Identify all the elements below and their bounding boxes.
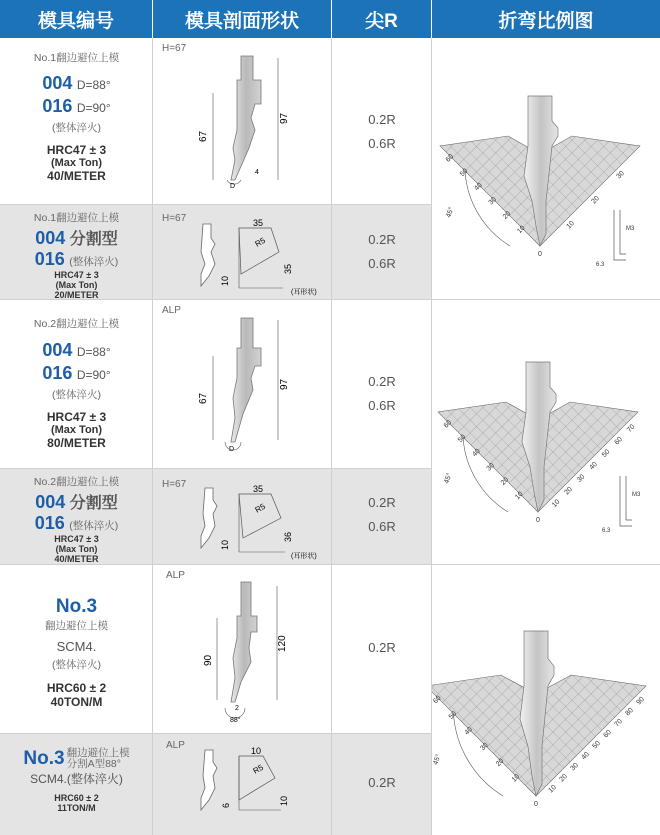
angle-value: D=90° — [76, 101, 111, 115]
dimension-height: 10 — [220, 539, 230, 550]
load-rating: 20/METER — [54, 290, 99, 300]
dimension-height: 97 — [279, 378, 290, 390]
scale-tick-label: 10 — [516, 224, 527, 236]
model-info-1 — [0, 50, 153, 183]
angle-label: 88° — [230, 717, 241, 724]
height-label: H=67 — [162, 479, 187, 490]
scale-tick-label: 10 — [547, 783, 558, 795]
angle-label: 45° — [432, 753, 443, 766]
dimension-height: 36 — [283, 531, 293, 542]
die-profile-3 — [198, 318, 290, 453]
model-name: No.2翻边避位上模 — [33, 476, 120, 488]
hardening-note: (整体淬火) — [69, 520, 119, 532]
model-name: No.1翻边避位上模 — [33, 212, 120, 224]
scale-tick-label: 20 — [558, 772, 569, 784]
dimension-height: 67 — [198, 392, 209, 404]
load-rating: 40/METER — [54, 554, 99, 564]
hardening-note: (整体淬火) — [52, 122, 101, 134]
dimension-label: M3 — [632, 492, 641, 498]
angle-label: 45° — [443, 472, 454, 485]
dimension-height: 6 — [221, 802, 231, 808]
model-code: 004 — [35, 492, 66, 512]
height-label: H=67 — [162, 213, 187, 224]
load-rating: 40/METER — [47, 169, 106, 183]
scale-tick-label: 20 — [501, 210, 513, 221]
dimension-label: 6.3 — [596, 262, 605, 268]
origin-label: 0 — [536, 517, 540, 524]
dimension-height: 120 — [277, 635, 288, 652]
model-code: No.3 — [55, 596, 98, 617]
scale-tick-label: 30 — [575, 473, 587, 484]
model-subtype: 分割A型88° — [66, 758, 121, 770]
dimension-height: 97 — [279, 112, 290, 124]
tip-radius-3: 0.2R 0.6R — [368, 374, 396, 413]
tip-radius-5: 0.2R — [368, 640, 396, 655]
model-info-6 — [0, 748, 153, 813]
grid-line — [331, 38, 332, 835]
bend-diagram-1 — [440, 96, 640, 268]
angle-value: D=88° — [76, 345, 111, 359]
scale-tick-label: 30 — [615, 169, 626, 181]
header-model-number: 模具编号 — [0, 0, 152, 38]
die-profile-4 — [201, 484, 317, 560]
load-rating: 11TON/M — [57, 803, 96, 813]
dimension-height: 35 — [283, 263, 293, 274]
scale-tick-label: 20 — [495, 757, 506, 768]
model-info-2 — [0, 210, 153, 300]
height-label: H=67 — [162, 43, 187, 54]
flange-detail — [614, 210, 626, 260]
bend-diagram-2 — [438, 362, 641, 534]
dimension-width: 35 — [253, 484, 264, 494]
scale-tick-label: 20 — [563, 485, 574, 497]
angle-label: 45° — [445, 206, 456, 219]
hardness: HRC47 ± 3 — [54, 534, 99, 544]
angle-label: D — [230, 183, 236, 190]
scale-tick-label: 80 — [624, 706, 635, 718]
model-code: 004 — [35, 228, 66, 248]
origin-label: 0 — [534, 801, 538, 808]
scale-tick-label: 10 — [550, 498, 562, 509]
tip-radius-6: 0.2R — [368, 775, 396, 790]
dimension-width: 2 — [235, 705, 239, 712]
scale-tick-label: 10 — [510, 773, 522, 784]
model-name: 翻边避位上模 — [66, 747, 130, 759]
scale-tick-label: 40 — [473, 181, 484, 193]
max-ton-label: (Max Ton) — [50, 157, 103, 169]
dimension-width: 4 — [255, 169, 259, 176]
angle-value: D=90° — [76, 368, 111, 382]
height-label: ALP — [166, 740, 185, 751]
bend-diagrams — [432, 38, 660, 835]
scale-tick-label: 40 — [588, 460, 599, 472]
scale-tick-label: 10 — [565, 219, 576, 231]
scale-tick-label: 50 — [591, 739, 602, 751]
max-ton-label: (Max Ton) — [50, 424, 103, 436]
model-info-5 — [0, 596, 153, 709]
scale-tick-label: 20 — [499, 476, 511, 487]
material: SCM4.(整体淬火) — [30, 772, 123, 786]
hardness: HRC60 ± 2 — [46, 681, 107, 695]
model-code: 016 — [42, 96, 73, 116]
scale-tick-label: 30 — [569, 761, 580, 773]
split-type: 分割型 — [69, 231, 118, 248]
hardness: HRC47 ± 3 — [54, 270, 99, 280]
flange-detail — [620, 476, 632, 526]
scale-tick-label: 50 — [457, 433, 468, 444]
material: SCM4. — [56, 639, 97, 654]
header-bend-diagram: 折弯比例图 — [432, 0, 660, 38]
scale-tick-label: 10 — [514, 490, 525, 502]
scale-tick-label: 50 — [447, 710, 459, 721]
die-profile-2 — [201, 218, 317, 296]
model-name: 翻边避位上模 — [45, 620, 108, 632]
die-profile-6 — [201, 746, 289, 810]
tip-radius-1: 0.2R 0.6R — [368, 112, 396, 151]
scale-tick-label: 20 — [590, 194, 601, 206]
die-profile-1 — [198, 56, 290, 190]
max-ton-label: (Max Ton) — [55, 280, 98, 290]
scale-tick-label: 40 — [463, 726, 475, 737]
model-name: No.1翻边避位上模 — [33, 52, 120, 64]
max-ton-label: (Max Ton) — [55, 544, 98, 554]
scale-tick-label: 50 — [459, 167, 470, 178]
header-tip-radius: 尖R — [332, 0, 431, 38]
scale-tick-label: 50 — [600, 448, 612, 459]
hardness: HRC47 ± 3 — [46, 410, 107, 424]
height-label: ALP — [166, 570, 185, 581]
scale-tick-label: 60 — [602, 728, 613, 740]
model-code: 016 — [42, 363, 73, 383]
radius-label: R5 — [253, 235, 267, 249]
dimension-height: 90 — [203, 654, 214, 666]
dimension-height: 10 — [220, 275, 230, 286]
profile-drawings — [153, 38, 331, 835]
model-name: No.2翻边避位上模 — [33, 318, 120, 330]
shape-note: (耳形状) — [291, 289, 317, 296]
hardening-note: (整体淬火) — [52, 389, 101, 401]
dimension-width: 10 — [251, 746, 262, 756]
tip-radius-4: 0.2R 0.6R — [368, 495, 396, 534]
tip-radius-2: 0.2R 0.6R — [368, 232, 396, 271]
scale-tick-label: 60 — [432, 694, 443, 706]
scale-tick-label: 60 — [444, 153, 456, 164]
model-code: 016 — [34, 249, 65, 269]
scale-tick-label: 60 — [442, 419, 454, 430]
angle-value: D=88° — [76, 78, 111, 92]
load-rating: 80/METER — [47, 436, 106, 450]
radius-label: R5 — [251, 762, 265, 776]
model-info-3 — [0, 316, 153, 450]
scale-tick-label: 30 — [485, 462, 497, 473]
hardness: HRC47 ± 3 — [46, 143, 107, 157]
dimension-label: M3 — [626, 226, 635, 232]
header-die-profile: 模具剖面形状 — [153, 0, 331, 38]
shape-note: (耳形状) — [291, 553, 317, 560]
scale-tick-label: 70 — [613, 717, 624, 729]
scale-tick-label: 70 — [625, 423, 637, 434]
hardening-note: (整体淬火) — [52, 659, 101, 671]
split-type: 分割型 — [69, 495, 118, 512]
origin-label: 0 — [538, 251, 542, 258]
scale-tick-label: 40 — [580, 750, 591, 762]
load-rating: 40TON/M — [50, 695, 103, 709]
hardening-note: (整体淬火) — [69, 256, 119, 268]
scale-tick-label: 60 — [613, 435, 624, 447]
angle-label: D — [229, 446, 235, 453]
dimension-width: 35 — [253, 218, 264, 228]
hardness: HRC60 ± 2 — [54, 793, 99, 803]
dimension-height: 67 — [198, 130, 209, 142]
scale-tick-label: 40 — [471, 447, 482, 459]
scale-tick-label: 30 — [479, 741, 490, 753]
model-code: No.3 — [23, 748, 65, 769]
dimension-label: 6.3 — [602, 528, 611, 534]
model-code: 004 — [42, 73, 73, 93]
scale-tick-label: 90 — [635, 695, 646, 707]
scale-tick-label: 30 — [487, 196, 499, 207]
radius-label: R5 — [253, 501, 267, 515]
die-profile-5 — [203, 582, 288, 724]
height-label: ALP — [162, 305, 181, 316]
bend-diagram-3 — [432, 631, 646, 808]
model-code: 004 — [42, 340, 73, 360]
model-info-4 — [0, 474, 153, 564]
model-code: 016 — [34, 513, 65, 533]
dimension-height: 10 — [279, 795, 289, 806]
